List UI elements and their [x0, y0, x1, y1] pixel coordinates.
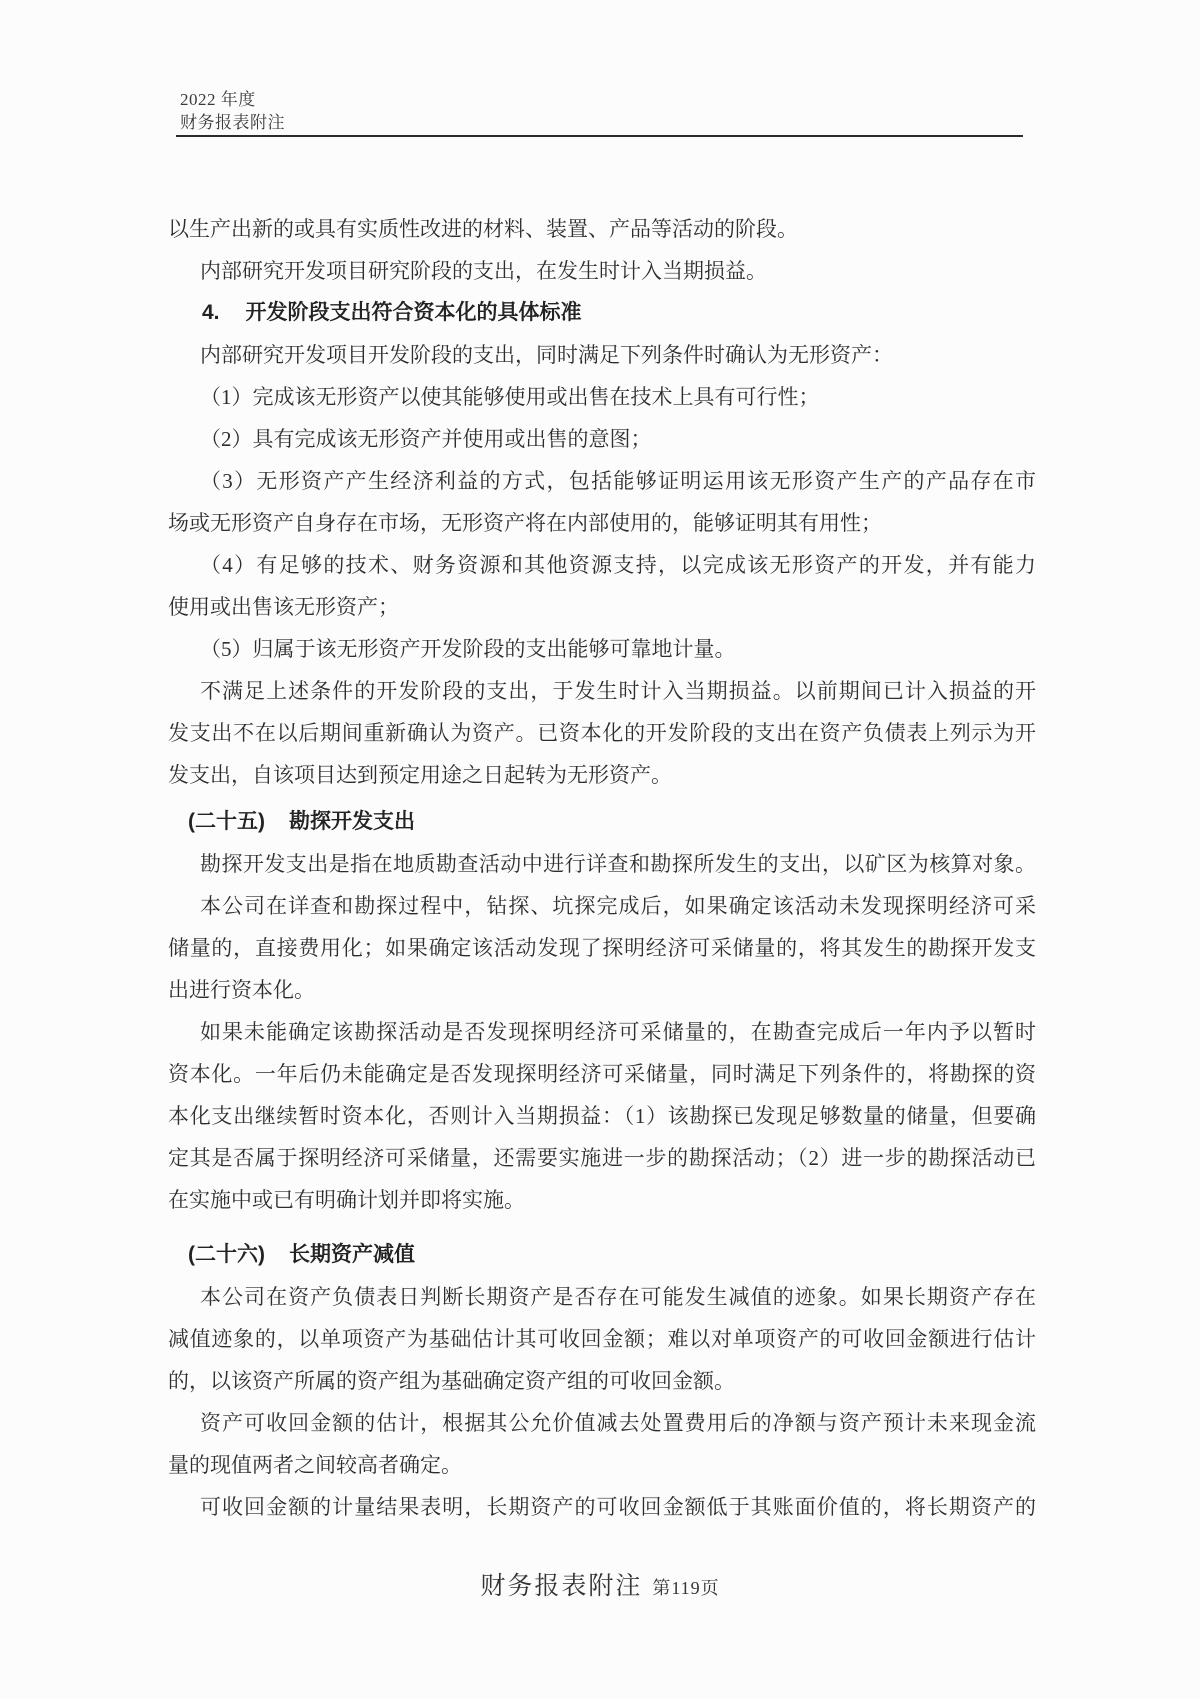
heading-number: (二十五) — [188, 810, 265, 833]
text-line: 定其是否属于探明经济可采储量，还需要实施进一步的勘探活动；（2）进一步的勘探活动已 — [168, 1146, 1036, 1170]
header-year-line: 2022 年度 — [180, 90, 256, 109]
text-line: 使用或出售该无形资产； — [168, 595, 399, 619]
page-footer — [0, 1566, 1200, 1602]
header-doc-line: 财务报表附注 — [180, 113, 285, 132]
heading-number: (二十六) — [188, 1243, 265, 1266]
text-line: 以生产出新的或具有实质性改进的材料、装置、产品等活动的阶段。 — [168, 217, 798, 241]
text-line: 资本化。一年后仍未能确定是否发现探明经济可采储量，同时满足下列条件的，将勘探的资 — [168, 1062, 1036, 1086]
text-line: （2）具有完成该无形资产并使用或出售的意图； — [200, 427, 652, 451]
text-line: 本公司在资产负债表日判断长期资产是否存在可能发生减值的迹象。如果长期资产存在 — [200, 1285, 1036, 1309]
text-line: （3）无形资产产生经济利益的方式，包括能够证明运用该无形资产生产的产品存在市 — [200, 469, 1036, 493]
text-line: 本化支出继续暂时资本化，否则计入当期损益：（1）该勘探已发现足够数量的储量，但要确 — [168, 1104, 1036, 1128]
section-heading-26 — [168, 1234, 1036, 1276]
text-line: 可收回金额的计量结果表明，长期资产的可收回金额低于其账面价值的，将长期资产的 — [200, 1495, 1036, 1519]
page-header — [180, 88, 285, 134]
text-line: （4）有足够的技术、财务资源和其他资源支持，以完成该无形资产的开发，并有能力 — [200, 553, 1036, 577]
text-line: 不满足上述条件的开发阶段的支出，于发生时计入当期损益。以前期间已计入损益的开 — [200, 679, 1036, 703]
body-text — [168, 208, 1036, 1528]
text-line: 资产可收回金额的估计，根据其公允价值减去处置费用后的净额与资产预计未来现金流 — [200, 1411, 1036, 1435]
text-line: （1）完成该无形资产以使其能够使用或出售在技术上具有可行性； — [200, 385, 820, 409]
text-line: 出进行资本化。 — [168, 978, 315, 1002]
footer-doc-title: 财务报表附注 — [480, 1573, 643, 1600]
section-heading-4 — [168, 292, 1036, 334]
heading-title: 开发阶段支出符合资本化的具体标准 — [245, 301, 582, 324]
text-line: 在实施中或已有明确计划并即将实施。 — [168, 1188, 525, 1212]
text-line: 减值迹象的，以单项资产为基础估计其可收回金额；难以对单项资产的可收回金额进行估计 — [168, 1327, 1036, 1351]
heading-title: 勘探开发支出 — [289, 810, 415, 833]
text-line: 内部研究开发项目研究阶段的支出，在发生时计入当期损益。 — [200, 259, 767, 283]
text-line: 本公司在详查和勘探过程中，钻探、坑探完成后，如果确定该活动未发现探明经济可采 — [200, 894, 1036, 918]
heading-title: 长期资产减值 — [289, 1243, 415, 1266]
header-rule — [176, 135, 1023, 137]
text-line: 的，以该资产所属的资产组为基础确定资产组的可收回金额。 — [168, 1369, 735, 1393]
text-line: 勘探开发支出是指在地质勘查活动中进行详查和勘探所发生的支出，以矿区为核算对象。 — [200, 852, 1036, 876]
section-heading-25 — [168, 801, 1036, 843]
text-line: 发支出不在以后期间重新确认为资产。已资本化的开发阶段的支出在资产负债表上列示为开 — [168, 721, 1036, 745]
footer-page-number: 第119页 — [652, 1578, 720, 1598]
text-line: 场或无形资产自身存在市场，无形资产将在内部使用的，能够证明其有用性； — [168, 511, 882, 535]
text-line: 如果未能确定该勘探活动是否发现探明经济可采储量的，在勘查完成后一年内予以暂时 — [200, 1020, 1036, 1044]
text-line: 发支出，自该项目达到预定用途之日起转为无形资产。 — [168, 763, 672, 787]
text-line: 储量的，直接费用化；如果确定该活动发现了探明经济可采储量的，将其发生的勘探开发支 — [168, 936, 1036, 960]
text-line: （5）归属于该无形资产开发阶段的支出能够可靠地计量。 — [200, 637, 736, 661]
text-line: 内部研究开发项目开发阶段的支出，同时满足下列条件时确认为无形资产： — [200, 343, 893, 367]
text-line: 量的现值两者之间较高者确定。 — [168, 1453, 462, 1477]
heading-number: 4. — [202, 301, 220, 324]
